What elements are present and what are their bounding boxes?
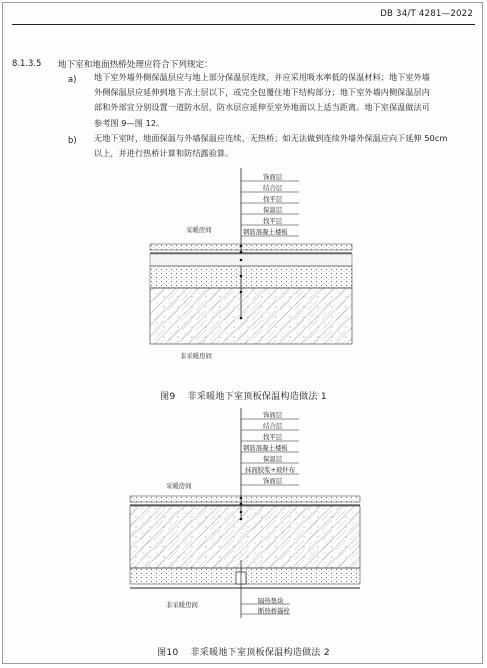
- fig10-anchor-label-2: 断热桥锚栓: [258, 607, 290, 615]
- fig10-layer-5: 保温层: [263, 455, 283, 463]
- item-b-mark: b): [68, 135, 77, 145]
- figure-10-title: 非采暖地下室顶板保温构造做法 2: [190, 648, 330, 658]
- section-number: 8.1.3.5: [12, 58, 42, 68]
- fig10-anchor-label-1: 隔热垫块: [258, 597, 284, 605]
- fig10-layer-3: 找平层: [263, 433, 283, 441]
- item-b-line-1: 无地下室时，地面保温与外墙保温应连续、无热桥；如无法做到连续外墙外保温应向下延伸 50cm: [94, 133, 448, 143]
- fig10-room-unheated: 非采暖房间: [166, 601, 198, 609]
- fig10-layer-2: 结合层: [263, 422, 283, 430]
- fig10-room-heated: 采暖房间: [166, 482, 192, 490]
- item-a-line-4: 参考图 9—图 12。: [94, 117, 165, 128]
- fig10-layer-4: 钢筋混凝土楼板: [243, 444, 288, 452]
- fig10-layer-6: 抹面胶浆+玻纤布: [245, 466, 296, 474]
- fig9-layer-1: 饰面层: [263, 173, 283, 181]
- fig9-layer-2: 结合层: [263, 184, 283, 192]
- figure-10-caption: [0, 645, 487, 658]
- fig9-room-unheated: 非采暖房间: [180, 352, 212, 360]
- fig9-layer-3: 找平层: [263, 195, 283, 203]
- item-a-mark: a): [68, 74, 77, 84]
- item-a-line-2: 外侧保温层应延伸到地下冻土层以下，或完全包覆住地下结构部分；地下室外墙内侧保温层内: [94, 87, 430, 98]
- figure-9-title: 非采暖地下室顶板保温构造做法 1: [187, 392, 327, 402]
- fig9-layer-6: 钢筋混凝土楼板: [243, 228, 288, 236]
- item-a-line-3: 部和外部宜分别设置一道防水层，防水层应延伸至室外地面以上适当距离。地下室保温做法可: [94, 102, 430, 113]
- fig9-layer-5: 找平层: [263, 217, 283, 225]
- fig9-room-heated: 采暖房间: [186, 226, 212, 234]
- fig9-layer-4: 保温层: [263, 206, 283, 214]
- standard-code: DB 34/T 4281—2022: [380, 9, 473, 19]
- fig10-layer-7: 饰面层: [263, 477, 283, 485]
- item-a-line-1: 地下室外墙外侧保温层应与地上部分保温层连续，并应采用吸水率低的保温材料；地下室外墙: [94, 72, 430, 82]
- item-b-line-2: 以上，并进行热桥计算和防结露验算。: [94, 148, 234, 159]
- figure-10-number: 图10: [157, 648, 179, 658]
- fig10-layer-1: 饰面层: [263, 411, 283, 419]
- section-title: 地下室和地面热桥处理应符合下列规定：: [58, 60, 213, 70]
- figure-9-number: 图9: [160, 392, 176, 402]
